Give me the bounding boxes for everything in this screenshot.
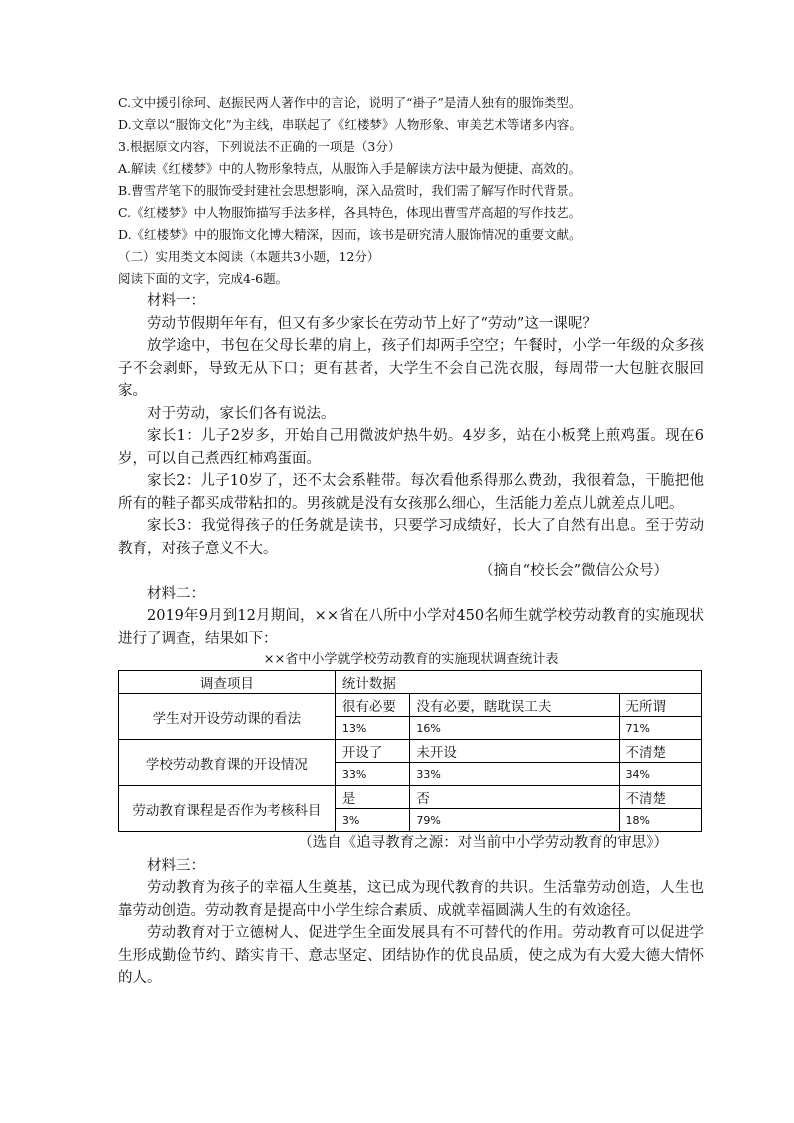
paragraph: 2019年9月到12月期间，××省在八所中小学对450名师生就学校劳动教育的实施现状进行了调查，结果如下： <box>118 608 704 647</box>
paragraph: 放学途中，书包在父母长辈的肩上，孩子们却两手空空；午餐时，小学一年级的众多孩子不会剥虾，导致无从下口；更有甚者，大学生不会自己洗衣服，每周带一大包脏衣服回家。 <box>118 338 704 399</box>
material-label: 材料二： <box>147 585 205 602</box>
source-note: （选自《追寻教育之源：对当前中小学劳动教育的审思》） <box>298 835 668 851</box>
option-line: A.解读《红楼梦》中的人物形象特点，从服饰入手是解读方法中最为便捷、高效的。 <box>118 161 582 176</box>
material-label: 材料一： <box>147 293 205 309</box>
percent-cell: 13% <box>335 717 410 740</box>
survey-item-cell: 学校劳动教育课的开设情况 <box>119 740 336 786</box>
percent-cell: 79% <box>410 809 619 832</box>
table-row <box>119 694 702 717</box>
paragraph: 对于劳动，家长们各有说法。 <box>147 405 336 422</box>
option-cell: 不清楚 <box>619 740 702 763</box>
option-line: D.文章以“服饰文化”为主线，串联起了《红楼梦》人物形象、审美艺术等诸多内容。 <box>118 117 582 132</box>
paragraph: 劳动教育对于立德树人、促进学生全面发展具有不可替代的作用。劳动教育可以促进学生形成勤俭节约、踏实肯干、意志坚定、团结协作的优良品质，使之成为有大爱大德大情怀的人。 <box>118 925 704 986</box>
table-header-row <box>119 671 702 694</box>
percent-cell: 16% <box>410 717 619 740</box>
reading-instruction: 阅读下面的文字，完成4-6题。 <box>118 271 289 286</box>
table-caption: ××省中小学就学校劳动教育的实施现状调查统计表 <box>263 652 559 667</box>
percent-cell: 34% <box>619 763 702 786</box>
percent-cell: 71% <box>619 717 702 740</box>
option-cell: 很有必要 <box>335 694 410 717</box>
survey-table <box>118 670 702 832</box>
percent-cell: 33% <box>335 763 410 786</box>
percent-cell: 18% <box>619 809 702 832</box>
material-one <box>118 290 704 583</box>
option-cell: 未开设 <box>410 740 619 763</box>
paragraph: 家长1：儿子2岁多，开始自己用微波炉热牛奶。4岁多，站在小板凳上煎鸡蛋。现在6岁，可以自己煮西红柿鸡蛋面。 <box>118 428 704 467</box>
option-cell: 无所谓 <box>619 694 702 717</box>
section-heading: （二）实用类文本阅读（本题共3小题，12分） <box>118 249 380 264</box>
option-line: C.文中援引徐珂、赵振民两人著作中的言论，说明了“褂子”是清人独有的服饰类型。 <box>118 95 582 110</box>
table-row <box>119 786 702 809</box>
paragraph: 劳动教育为孩子的幸福人生奠基，这已成为现代教育的共识。生活靠劳动创造，人生也靠劳动创造。劳动教育是提高中小学生综合素质、成就幸福圆满人生的有效途径。 <box>118 880 704 919</box>
question-stem: 3.根据原文内容，下列说法不正确的一项是（3分） <box>118 139 401 154</box>
material-three <box>118 855 704 990</box>
survey-item-cell: 劳动教育课程是否作为考核科目 <box>119 786 336 832</box>
material-label: 材料三： <box>147 857 205 874</box>
option-cell: 否 <box>410 786 619 809</box>
exam-page <box>118 92 704 990</box>
table-header-cell: 统计数据 <box>335 671 701 694</box>
paragraph: 劳动节假期年年有，但又有多少家长在劳动节上好了“劳动”这一课呢？ <box>147 315 597 332</box>
percent-cell: 33% <box>410 763 619 786</box>
survey-item-cell: 学生对开设劳动课的看法 <box>119 694 336 740</box>
table-header-cell: 调查项目 <box>119 671 336 694</box>
option-cell: 开设了 <box>335 740 410 763</box>
table-row <box>119 740 702 763</box>
paragraph: 家长3：我觉得孩子的任务就是读书，只要学习成绩好，长大了自然有出息。至于劳动教育，对孩子意义不大。 <box>118 518 704 557</box>
option-cell: 不清楚 <box>619 786 702 809</box>
option-line: D.《红楼梦》中的服饰文化博大精深，因而，该书是研究清人服饰情况的重要文献。 <box>118 227 582 242</box>
source-note: （摘自“校长会”微信公众号） <box>479 563 668 579</box>
option-line: C.《红楼梦》中人物服饰描写手法多样，各具特色，体现出曹雪芹高超的写作技艺。 <box>118 205 582 220</box>
option-cell: 是 <box>335 786 410 809</box>
material-two <box>118 583 704 855</box>
option-cell: 没有必要，瞎耽误工夫 <box>410 694 619 717</box>
percent-cell: 3% <box>335 809 410 832</box>
question-options-block <box>118 92 704 290</box>
option-line: B.曹雪芹笔下的服饰受封建社会思想影响，深入品赏时，我们需了解写作时代背景。 <box>118 183 582 198</box>
paragraph: 家长2：儿子10岁了，还不太会系鞋带。每次看他系得那么费劲，我很着急，干脆把他所有的鞋子都买成带粘扣的。男孩就是没有女孩那么细心，生活能力差点儿就差点儿吧。 <box>118 473 704 512</box>
